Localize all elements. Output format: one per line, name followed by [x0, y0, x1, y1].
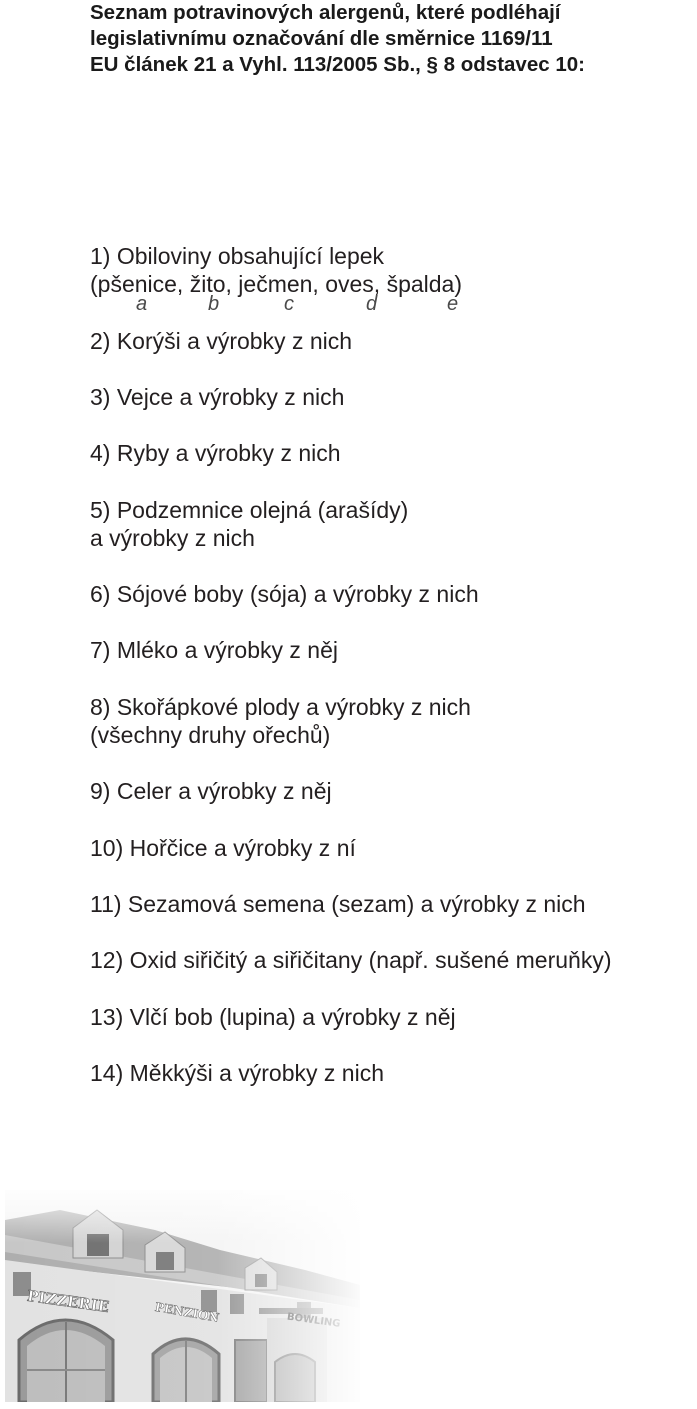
- document-title: [90, 0, 697, 78]
- allergen-text: 3) Vejce a výrobky z nich: [90, 384, 345, 410]
- allergen-text: 14) Měkkýši a výrobky z nich: [90, 1060, 384, 1086]
- allergen-text: 13) Vlčí bob (lupina) a výrobky z něj: [90, 1004, 456, 1030]
- allergen-item-1: [90, 242, 462, 298]
- cereal-letter-c: c: [284, 293, 294, 315]
- allergen-text: 8) Skořápkové plody a výrobky z nich: [90, 694, 471, 720]
- allergen-text: a výrobky z nich: [90, 525, 255, 551]
- title-line: Seznam potravinových alergenů, které podléhají: [90, 1, 561, 24]
- allergen-item-10: [90, 834, 356, 862]
- allergen-text: (pšenice, žito, ječmen, oves, špalda): [90, 271, 463, 297]
- cereal-letter-b: b: [208, 293, 220, 315]
- allergen-text: 12) Oxid siřičitý a siřičitany (např. sušené meruňky): [90, 947, 612, 973]
- allergen-item-9: [90, 777, 332, 805]
- allergen-text: 4) Ryby a výrobky z nich: [90, 440, 341, 466]
- allergen-item-13: [90, 1003, 456, 1031]
- allergen-text: 9) Celer a výrobky z něj: [90, 778, 332, 804]
- allergen-item-2: [90, 327, 352, 355]
- cereal-subcategory-letters: [0, 293, 600, 317]
- allergen-text: 7) Mléko a výrobky z něj: [90, 637, 338, 663]
- title-line: EU článek 21 a Vyhl. 113/2005 Sb., § 8 odstavec 10:: [90, 53, 585, 76]
- allergen-item-4: [90, 439, 341, 467]
- allergen-item-11: [90, 890, 586, 918]
- title-line: legislativnímu označování dle směrnice 1169/11: [90, 27, 553, 50]
- building-photo: [5, 1190, 360, 1402]
- allergen-item-7: [90, 636, 338, 664]
- allergen-item-5: [90, 496, 408, 552]
- allergen-text: (všechny druhy ořechů): [90, 722, 331, 748]
- allergen-text: 5) Podzemnice olejná (arašídy): [90, 497, 409, 523]
- cereal-letter-d: d: [366, 293, 378, 315]
- allergen-item-14: [90, 1059, 384, 1087]
- allergen-text: 10) Hořčice a výrobky z ní: [90, 835, 356, 861]
- allergen-text: 1) Obiloviny obsahující lepek: [90, 243, 385, 269]
- allergen-item-12: [90, 946, 612, 974]
- allergen-item-6: [90, 580, 479, 608]
- cereal-letter-a: a: [136, 293, 148, 315]
- allergen-text: 6) Sójové boby (sója) a výrobky z nich: [90, 581, 479, 607]
- allergen-text: 11) Sezamová semena (sezam) a výrobky z nich: [90, 891, 586, 917]
- allergen-item-3: [90, 383, 344, 411]
- allergen-item-8: [90, 693, 471, 749]
- cereal-letter-e: e: [447, 293, 459, 315]
- allergen-text: 2) Korýši a výrobky z nich: [90, 328, 353, 354]
